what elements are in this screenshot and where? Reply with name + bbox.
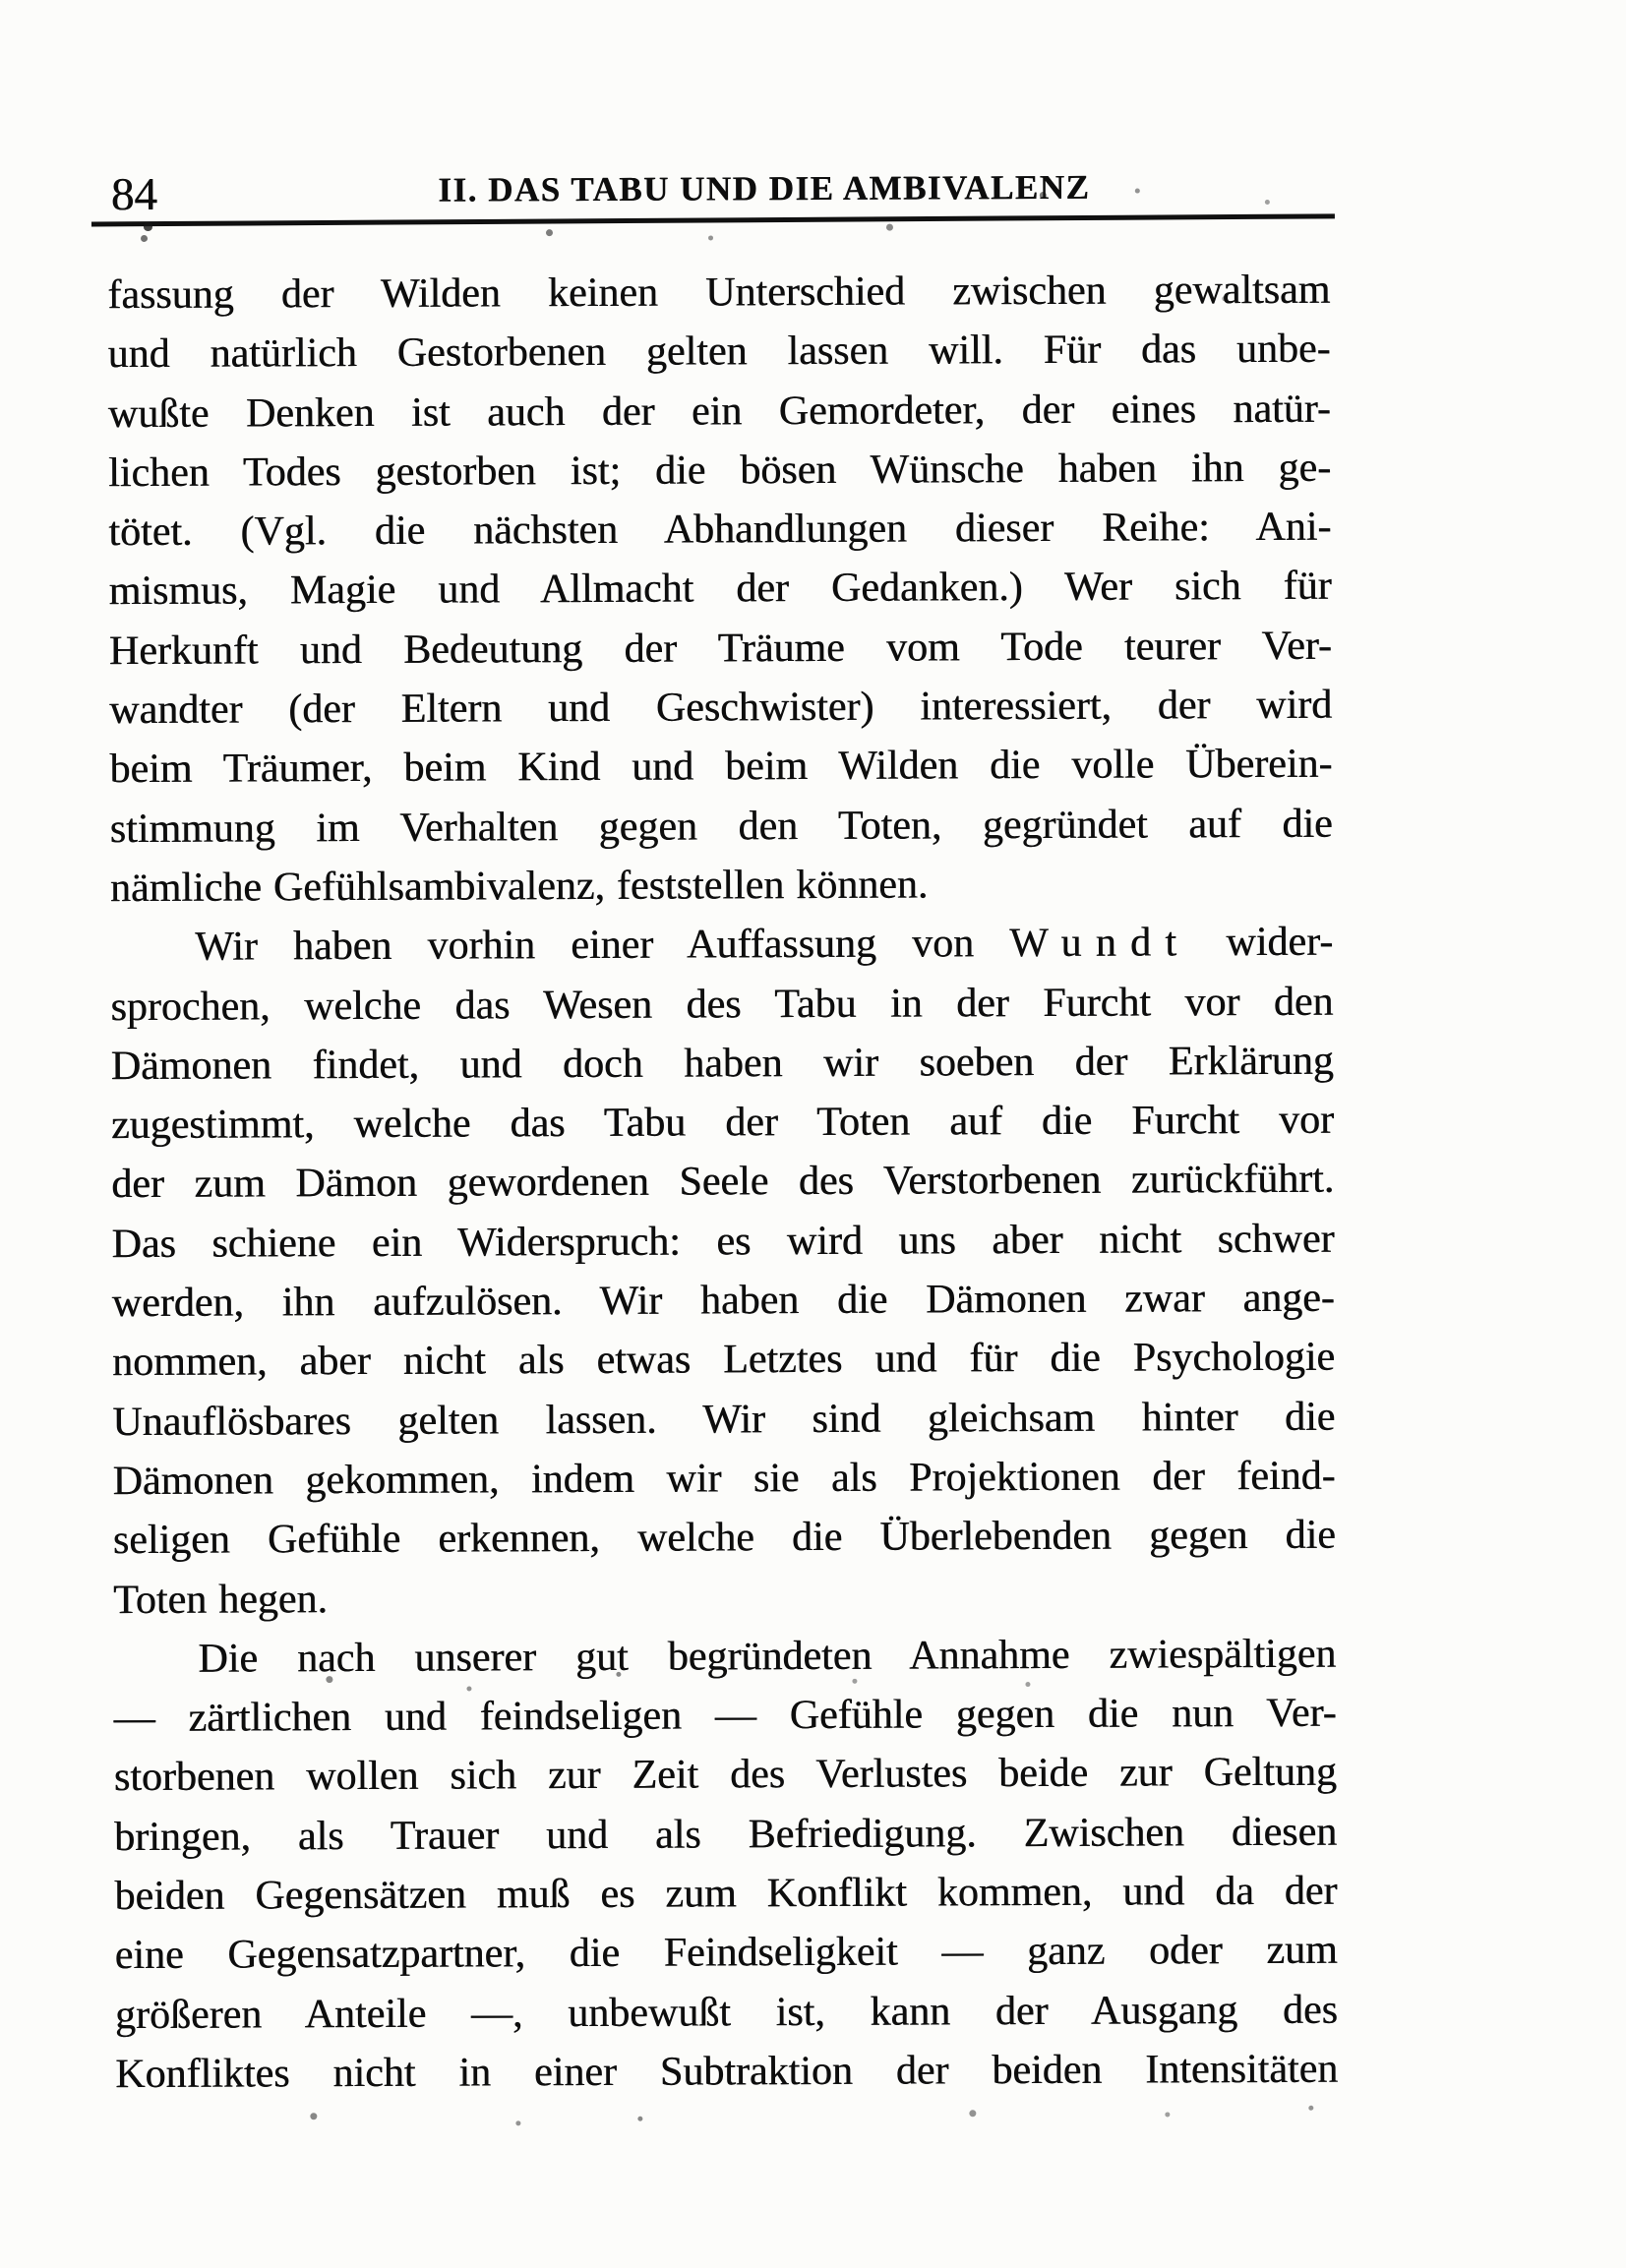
text-line: Konfliktes nicht in einer Subtraktion der beiden Intensitäten [115,2046,1339,2098]
text-line: storbenen wollen sich zur Zeit des Verlustes beide zur Geltung [113,1750,1337,1801]
text-line: mismus, Magie und Allmacht der Gedanken.) Wer sich für [108,564,1332,615]
text-line: eine Gegensatzpartner, die Feindseligkeit — ganz oder zum [114,1927,1338,1979]
text-line: — zärtlichen und feindseligen — Gefühle gegen die nun Ver- [113,1690,1337,1742]
page-number: 84 [110,168,157,221]
body-text [107,261,1338,2105]
text-line: Dämonen gekommen, indem wir sie als Projektionen der feind- [112,1453,1336,1505]
text-line: größeren Anteile —, unbewußt ist, kann der Ausgang des [114,1987,1338,2038]
text-line: wußte Denken ist auch der ein Gemordeter, der eines natür- [107,386,1331,437]
text-line: stimmung im Verhalten gegen den Toten, gegründet auf die [109,801,1333,852]
text-line: bringen, als Trauer und als Befriedigung. Zwischen diesen [114,1809,1338,1860]
emphasized-name-wundt: Wundt [1009,920,1191,967]
text-line: sprochen, welche das Wesen des Tabu in der Furcht vor den [110,979,1334,1030]
text-line: werden, ihn aufzulösen. Wir haben die Dämonen zwar ange- [111,1275,1335,1327]
line-part: Wir haben vorhin einer Auffassung von [195,921,1010,971]
running-header [107,155,1335,223]
text-line: und natürlich Gestorbenen gelten lassen will. Für das unbe- [107,326,1331,378]
text-line: wandter (der Eltern und Geschwister) interessiert, der wird [109,682,1333,734]
text-line: tötet. (Vgl. die nächsten Abhandlungen dieser Reihe: Ani- [108,504,1332,556]
running-header-title: II. DAS TABU UND DIE AMBIVALENZ [438,167,1091,209]
text-line-paragraph-start [110,913,1333,978]
text-line: beiden Gegensätzen muß es zum Konflikt kommen, und da der [114,1868,1338,1920]
text-line-paragraph-end: Toten hegen. [112,1576,328,1623]
text-line: Unauflösbares gelten lassen. Wir sind gleichsam hinter die [112,1394,1336,1445]
text-line: Das schiene ein Widerspruch: es wird uns aber nicht schwer [111,1216,1335,1267]
line-part: wider- [1190,919,1334,966]
text-line: der zum Dämon gewordenen Seele des Verstorbenen zurückführt. [111,1157,1335,1208]
text-line-paragraph-end: nämliche Gefühlsambivalenz, feststellen können. [109,862,929,912]
text-line: zugestimmt, welche das Tabu der Toten auf die Furcht vor [110,1097,1335,1149]
text-line-paragraph-start: Die nach unserer gut begründeten Annahme zwiespältigen [198,1631,1337,1682]
text-line: Dämonen findet, und doch haben wir soeben der Erklärung [110,1038,1334,1089]
text-line: lichen Todes gestorben ist; die bösen Wünsche haben ihn ge- [107,445,1332,497]
text-line: beim Träumer, beim Kind und beim Wilden die volle Überein- [109,742,1333,793]
text-line: seligen Gefühle erkennen, welche die Überlebenden gegen die [112,1512,1336,1564]
text-line: fassung der Wilden keinen Unterschied zwischen gewaltsam [107,267,1331,319]
text-line: Herkunft und Bedeutung der Träume vom Tode teurer Ver- [108,623,1332,674]
text-line: nommen, aber nicht als etwas Letztes und für die Psychologie [111,1335,1336,1386]
